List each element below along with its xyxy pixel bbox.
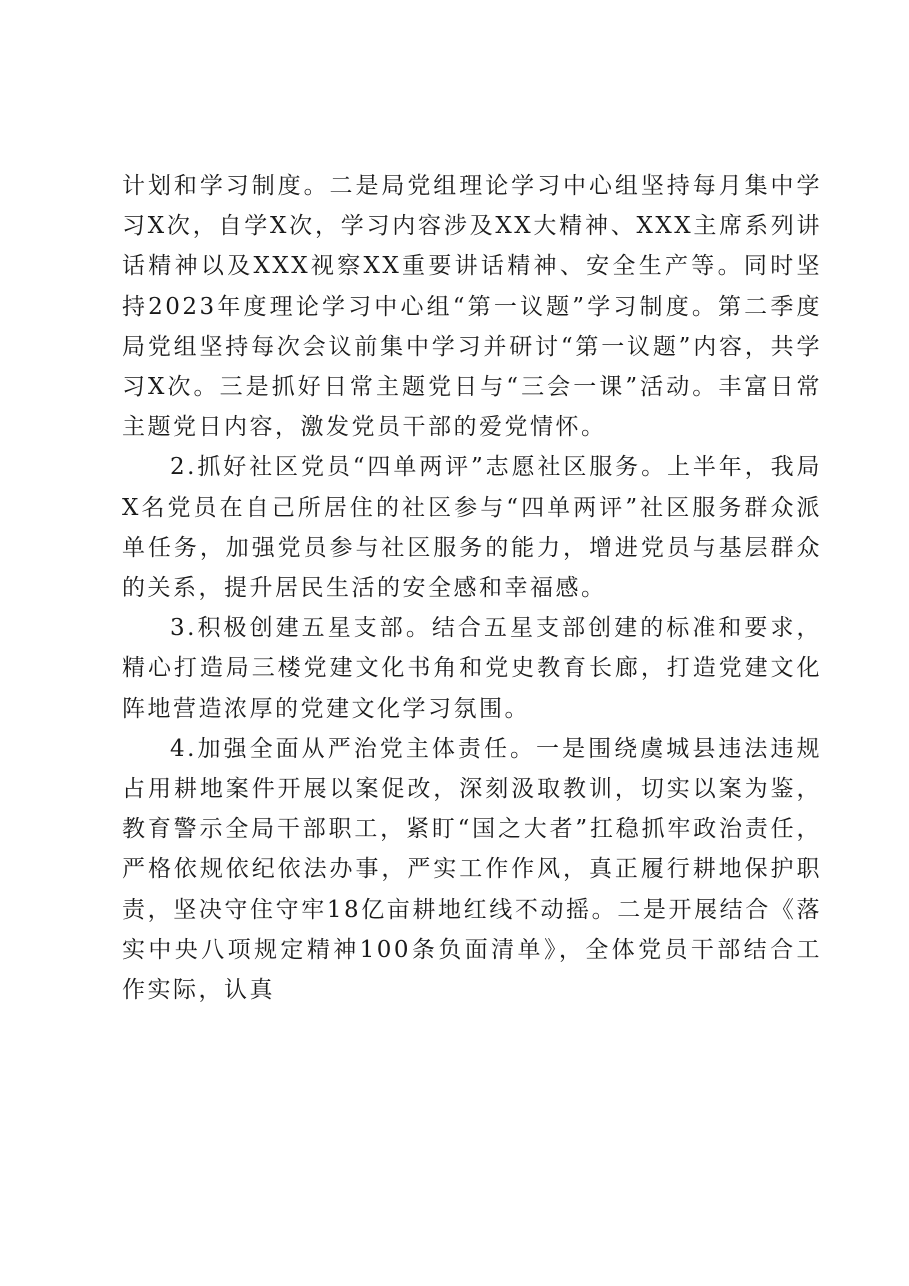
paragraph-five-star-branch: 3.积极创建五星支部。结合五星支部创建的标准和要求，精心打造局三楼党建文化书角和党史教育长廊，打造党建文化阵地营造浓厚的党建文化学习氛围。 <box>122 615 822 722</box>
paragraph-study-system: 计划和学习制度。二是局党组理论学习中心组坚持每月集中学习X次，自学X次，学习内容涉及XX大精神、XXX主席系列讲话精神以及XXX视察XX重要讲话精神、安全生产等。同时坚持2023年度理论学习中心组“第一议题”学习制度。第二季度局党组坚持每次会议前集中学习并研讨“第一议题”内容，共学习X次。三是抓好日常主题党日与“三会一课”活动。丰富日常主题党日内容，激发党员干部的爱党情怀。 <box>122 173 822 441</box>
paragraph-community-service: 2.抓好社区党员“四单两评”志愿社区服务。上半年，我局X名党员在自己所居住的社区参与“四单两评”社区服务群众派单任务，加强党员参与社区服务的能力，增进党员与基层群众的关系，提升居民生活的安全感和幸福感。 <box>122 454 822 602</box>
paragraph-party-discipline: 4.加强全面从严治党主体责任。一是围绕虞城县违法违规占用耕地案件开展以案促改，深刻汲取教训，切实以案为鉴，教育警示全局干部职工，紧盯“国之大者”扛稳抓牢政治责任，严格依规依纪依法办事，严实工作作风，真正履行耕地保护职责，坚决守住守牢18亿亩耕地红线不动摇。二是开展结合《落实中央八项规定精神100条负面清单》，全体党员干部结合工作实际，认真 <box>122 735 822 1004</box>
document-body <box>122 166 822 1010</box>
